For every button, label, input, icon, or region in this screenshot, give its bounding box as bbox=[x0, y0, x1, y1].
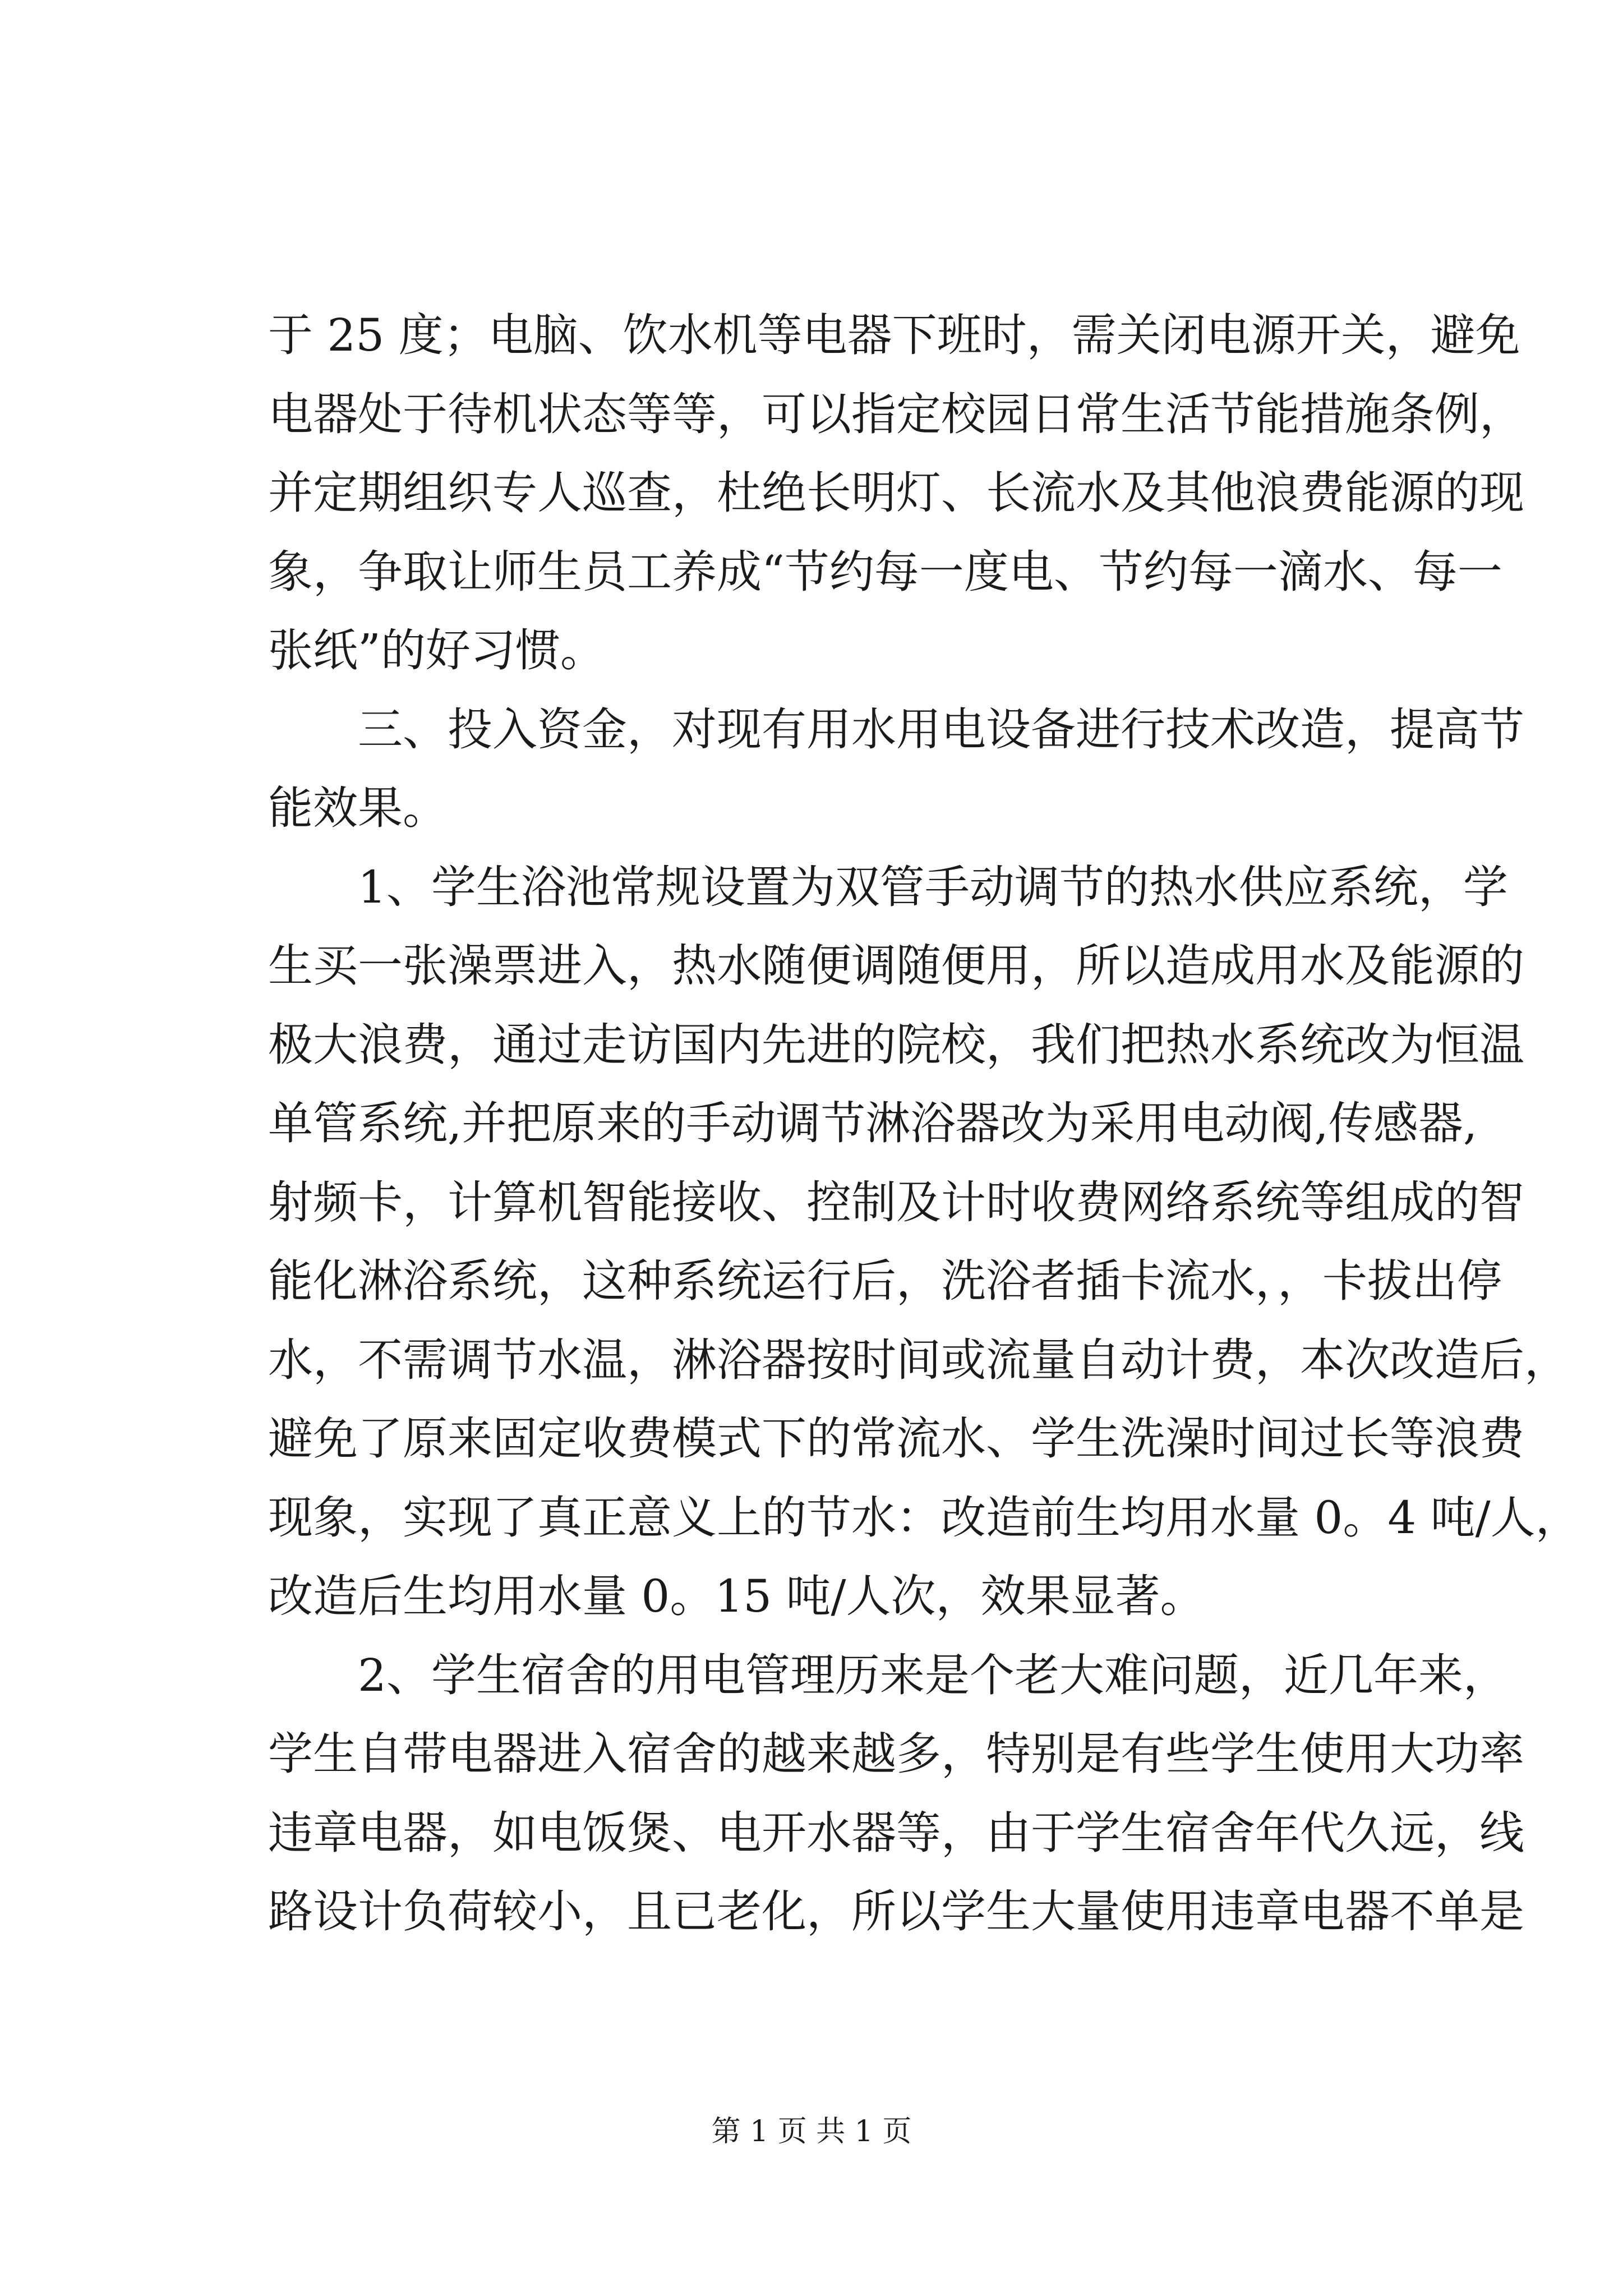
text-line: 三、投入资金，对现有用水用电设备进行技术改造，提高节 bbox=[268, 703, 1524, 756]
text-line: 能效果。 bbox=[268, 782, 448, 834]
text-line: 并定期组织专人巡查，杜绝长明灯、长流水及其他浪费能源的现 bbox=[268, 467, 1524, 519]
text-line: 能化淋浴系统，这种系统运行后，洗浴者插卡流水，，卡拔出停 bbox=[268, 1255, 1502, 1307]
text-line: 路设计负荷较小，且已老化，所以学生大量使用违章电器不单是 bbox=[268, 1885, 1524, 1938]
text-line: 单管系统,并把原来的手动调节淋浴器改为采用电动阀,传感器, bbox=[268, 1097, 1478, 1149]
text-line: 生买一张澡票进入，热水随便调随便用，所以造成用水及能源的 bbox=[268, 940, 1524, 992]
document-body bbox=[268, 296, 1580, 1952]
text-line: 避免了原来固定收费模式下的常流水、学生洗澡时间过长等浪费 bbox=[268, 1412, 1524, 1465]
text-line: 学生自带电器进入宿舍的越来越多，特别是有些学生使用大功率 bbox=[268, 1728, 1524, 1780]
text-line: 水，不需调节水温，淋浴器按时间或流量自动计费，本次改造后， bbox=[268, 1333, 1569, 1386]
text-line: 射频卡，计算机智能接收、控制及计时收费网络系统等组成的智 bbox=[268, 1176, 1524, 1228]
page-number-label: 第 1 页 共 1 页 bbox=[711, 2115, 912, 2148]
text-line: 张纸”的好习惯。 bbox=[268, 624, 605, 677]
text-line: 改造后生均用水量 0。15 吨/人次，效果显著。 bbox=[268, 1570, 1205, 1622]
page-footer bbox=[0, 2109, 1623, 2154]
text-line: 极大浪费，通过走访国内先进的院校，我们把热水系统改为恒温 bbox=[268, 1018, 1524, 1071]
text-line: 象，争取让师生员工养成“节约每一度电、节约每一滴水、每一 bbox=[268, 545, 1502, 598]
text-line: 于 25 度；电脑、饮水机等电器下班时，需关闭电源开关，避免 bbox=[268, 309, 1520, 361]
text-line: 电器处于待机状态等等，可以指定校园日常生活节能措施条例， bbox=[268, 388, 1524, 440]
text-line: 现象，实现了真正意义上的节水：改造前生均用水量 0。4 吨/人， bbox=[268, 1491, 1580, 1544]
text-line: 1、学生浴池常规设置为双管手动调节的热水供应系统，学 bbox=[268, 861, 1508, 913]
text-line: 2、学生宿舍的用电管理历来是个老大难问题，近几年来， bbox=[268, 1649, 1508, 1701]
text-line: 违章电器，如电饭煲、电开水器等，由于学生宿舍年代久远，线 bbox=[268, 1806, 1524, 1859]
